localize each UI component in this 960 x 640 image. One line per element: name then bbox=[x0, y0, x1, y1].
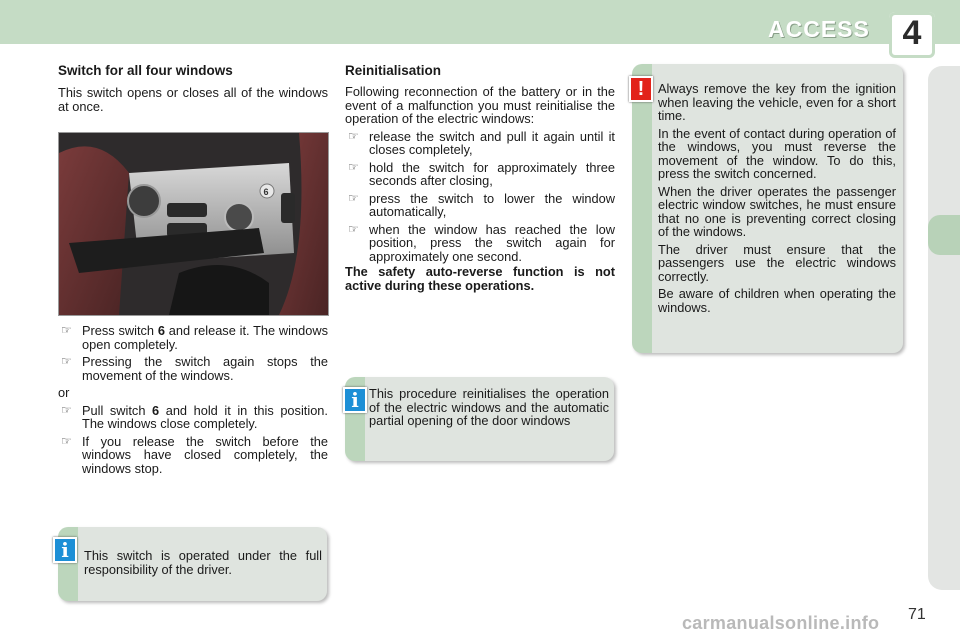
middle-heading: Reinitialisation bbox=[345, 63, 442, 78]
info-icon: i bbox=[53, 537, 77, 563]
console-illustration bbox=[59, 133, 328, 315]
pointing-hand-icon: ☞ bbox=[61, 354, 72, 368]
bullet-press: ☞ Press switch 6 and release it. The windows open completely. bbox=[61, 323, 328, 352]
right-warning-note bbox=[632, 64, 903, 353]
watermark: carmanualsonline.info bbox=[682, 613, 880, 633]
left-heading: Switch for all four windows bbox=[58, 63, 233, 78]
warning-icon: ! bbox=[629, 76, 653, 102]
warning-paragraphs bbox=[658, 82, 896, 314]
info-icon: i bbox=[343, 387, 367, 413]
bullet-press-again: ☞ Pressing the switch again stops the movement of the windows. bbox=[61, 354, 328, 383]
bullet-release: ☞ If you release the switch before the windows have closed completely, the windows stop. bbox=[61, 433, 328, 476]
warning-paragraph: In the event of contact during operation of the windows, you must reverse the movement of the window. To do this, press the switch concerned. bbox=[658, 125, 896, 181]
auto-reverse-warning: The safety auto-reverse function is not active during these operations. bbox=[345, 264, 615, 293]
left-column bbox=[58, 63, 328, 113]
reinit-step: ☞ release the switch and pull it again until it closes completely, bbox=[348, 128, 615, 157]
middle-info-note bbox=[345, 377, 614, 461]
pointing-hand-icon: ☞ bbox=[61, 323, 72, 337]
warning-paragraph: The driver must ensure that the passengers use the electric windows correctly. bbox=[658, 241, 896, 284]
pointing-hand-icon: ☞ bbox=[348, 128, 359, 143]
chapter-number: 4 bbox=[902, 14, 922, 52]
reinit-step: ☞ hold the switch for approximately three seconds after closing, bbox=[348, 159, 615, 188]
left-intro: This switch opens or closes all of the windows at once. bbox=[58, 85, 328, 114]
pointing-hand-icon: ☞ bbox=[348, 190, 359, 205]
bullet-pull: ☞ Pull switch 6 and hold it in this position. The windows close completely. bbox=[61, 402, 328, 431]
side-thumb-strip bbox=[928, 66, 960, 590]
or-label: or bbox=[58, 385, 70, 400]
pointing-hand-icon: ☞ bbox=[348, 159, 359, 174]
photo-callout: 6 bbox=[263, 187, 269, 197]
reinit-step: ☞ when the window has reached the low position, press the switch again for approximately one second. bbox=[348, 221, 615, 264]
left-note-text: This switch is operated under the full responsibility of the driver. bbox=[84, 548, 322, 577]
page-number: 71 bbox=[908, 606, 926, 623]
pointing-hand-icon: ☞ bbox=[348, 221, 359, 236]
warning-paragraph: Be aware of children when operating the windows. bbox=[658, 286, 896, 315]
warning-paragraph: When the driver operates the passenger electric window switches, he must ensure that no one is preventing correct closing of the windows. bbox=[658, 183, 896, 239]
left-instructions bbox=[58, 324, 328, 479]
side-chapter-marker bbox=[928, 215, 960, 255]
chapter-tab bbox=[889, 12, 935, 58]
pointing-hand-icon: ☞ bbox=[61, 402, 72, 417]
middle-column bbox=[345, 63, 615, 292]
pointing-hand-icon: ☞ bbox=[61, 433, 72, 448]
middle-intro: Following reconnection of the battery or in the event of a malfunction you must reinitialise the operation of the electric windows: bbox=[345, 84, 615, 126]
warning-paragraph: Always remove the key from the ignition when leaving the vehicle, even for a short time. bbox=[658, 81, 896, 123]
left-info-note bbox=[58, 527, 327, 601]
console-photo bbox=[58, 132, 329, 316]
middle-note-text: This procedure reinitialises the operation of the electric windows and the automatic partial opening of the door windows bbox=[369, 386, 609, 428]
reinit-step: ☞ press the switch to lower the window automatically, bbox=[348, 190, 615, 219]
section-title: ACCESS bbox=[768, 16, 870, 42]
